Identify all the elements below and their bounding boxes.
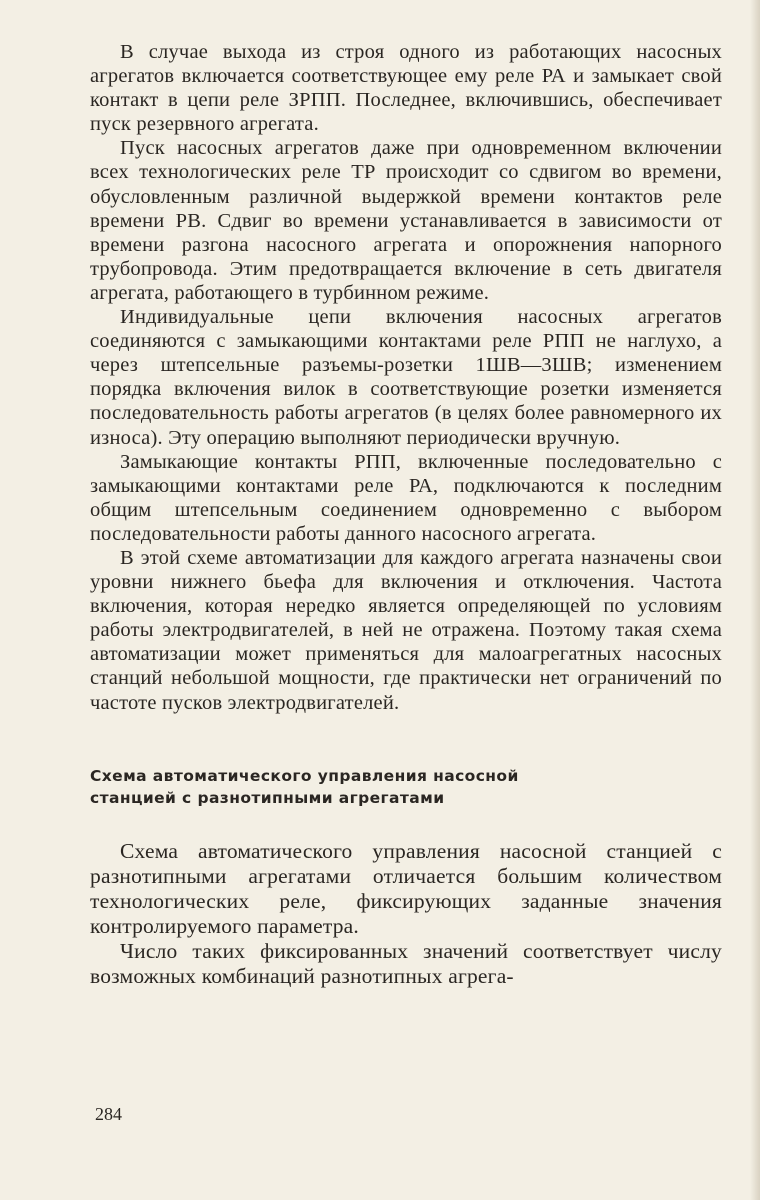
paragraph: Число таких фиксированных значений соответствует числу возможных комбинаций разнотипных агрега- [90, 938, 722, 988]
paragraph: Пуск насосных агрегатов даже при одновременном включении всех технологических реле ТР происходит со сдвигом во времени, обусловленным различной выдержкой времени контактов реле времени РВ. Сдвиг во времени устанавливается в зависимости от времени разгона насосного агрегата и опорожнения напорного трубопровода. Этим предотвращается включение в сеть двигателя агрегата, работающего в турбинном режиме. [90, 137, 722, 304]
page-number: 284 [95, 1104, 122, 1124]
paragraph: Индивидуальные цепи включения насосных агрегатов соединяются с замыкающими контактами реле РПП не наглухо, а через штепсельные разъемы-розетки 1ШВ—3ШВ; изменением порядка включения вилок в соответствующие розетки изменяется последовательность работы агрегатов (в целях более равномерного их износа). Эту операцию выполняют периодически вручную. [90, 306, 722, 449]
paragraph: В этой схеме автоматизации для каждого агрегата назначены свои уровни нижнего бьефа для включения и отключения. Частота включения, которая нередко является определяющей по условиям работы электродвигателей, в ней не отражена. Поэтому такая схема автоматизации может применяться для малоагрегатных насосных станций небольшой мощности, где практически нет ограничений по частоте пусков электродвигателей. [90, 546, 722, 714]
paragraph: В случае выхода из строя одного из работающих насосных агрегатов включается соответствующее ему реле РА и замыкает свой контакт в цепи реле ЗРПП. Последнее, включившись, обеспечивает пуск резервного агрегата. [90, 41, 722, 136]
section-heading: Схема автоматического управления насосной станцией с разнотипными агрегатами [90, 766, 519, 807]
page-body [90, 40, 722, 989]
paragraph: Замыкающие контакты РПП, включенные последовательно с замыкающими контактами реле РА, подключаются к последним общим штепсельным соединением одновременно с выбором последовательности работы данного насосного агрегата. [90, 450, 722, 545]
page-edge-shadow [750, 0, 760, 1200]
paragraph: Схема автоматического управления насосной станцией с разнотипными агрегатами отличается большим количеством технологических реле, фиксирующих заданные значения контролируемого параметра. [90, 838, 722, 938]
